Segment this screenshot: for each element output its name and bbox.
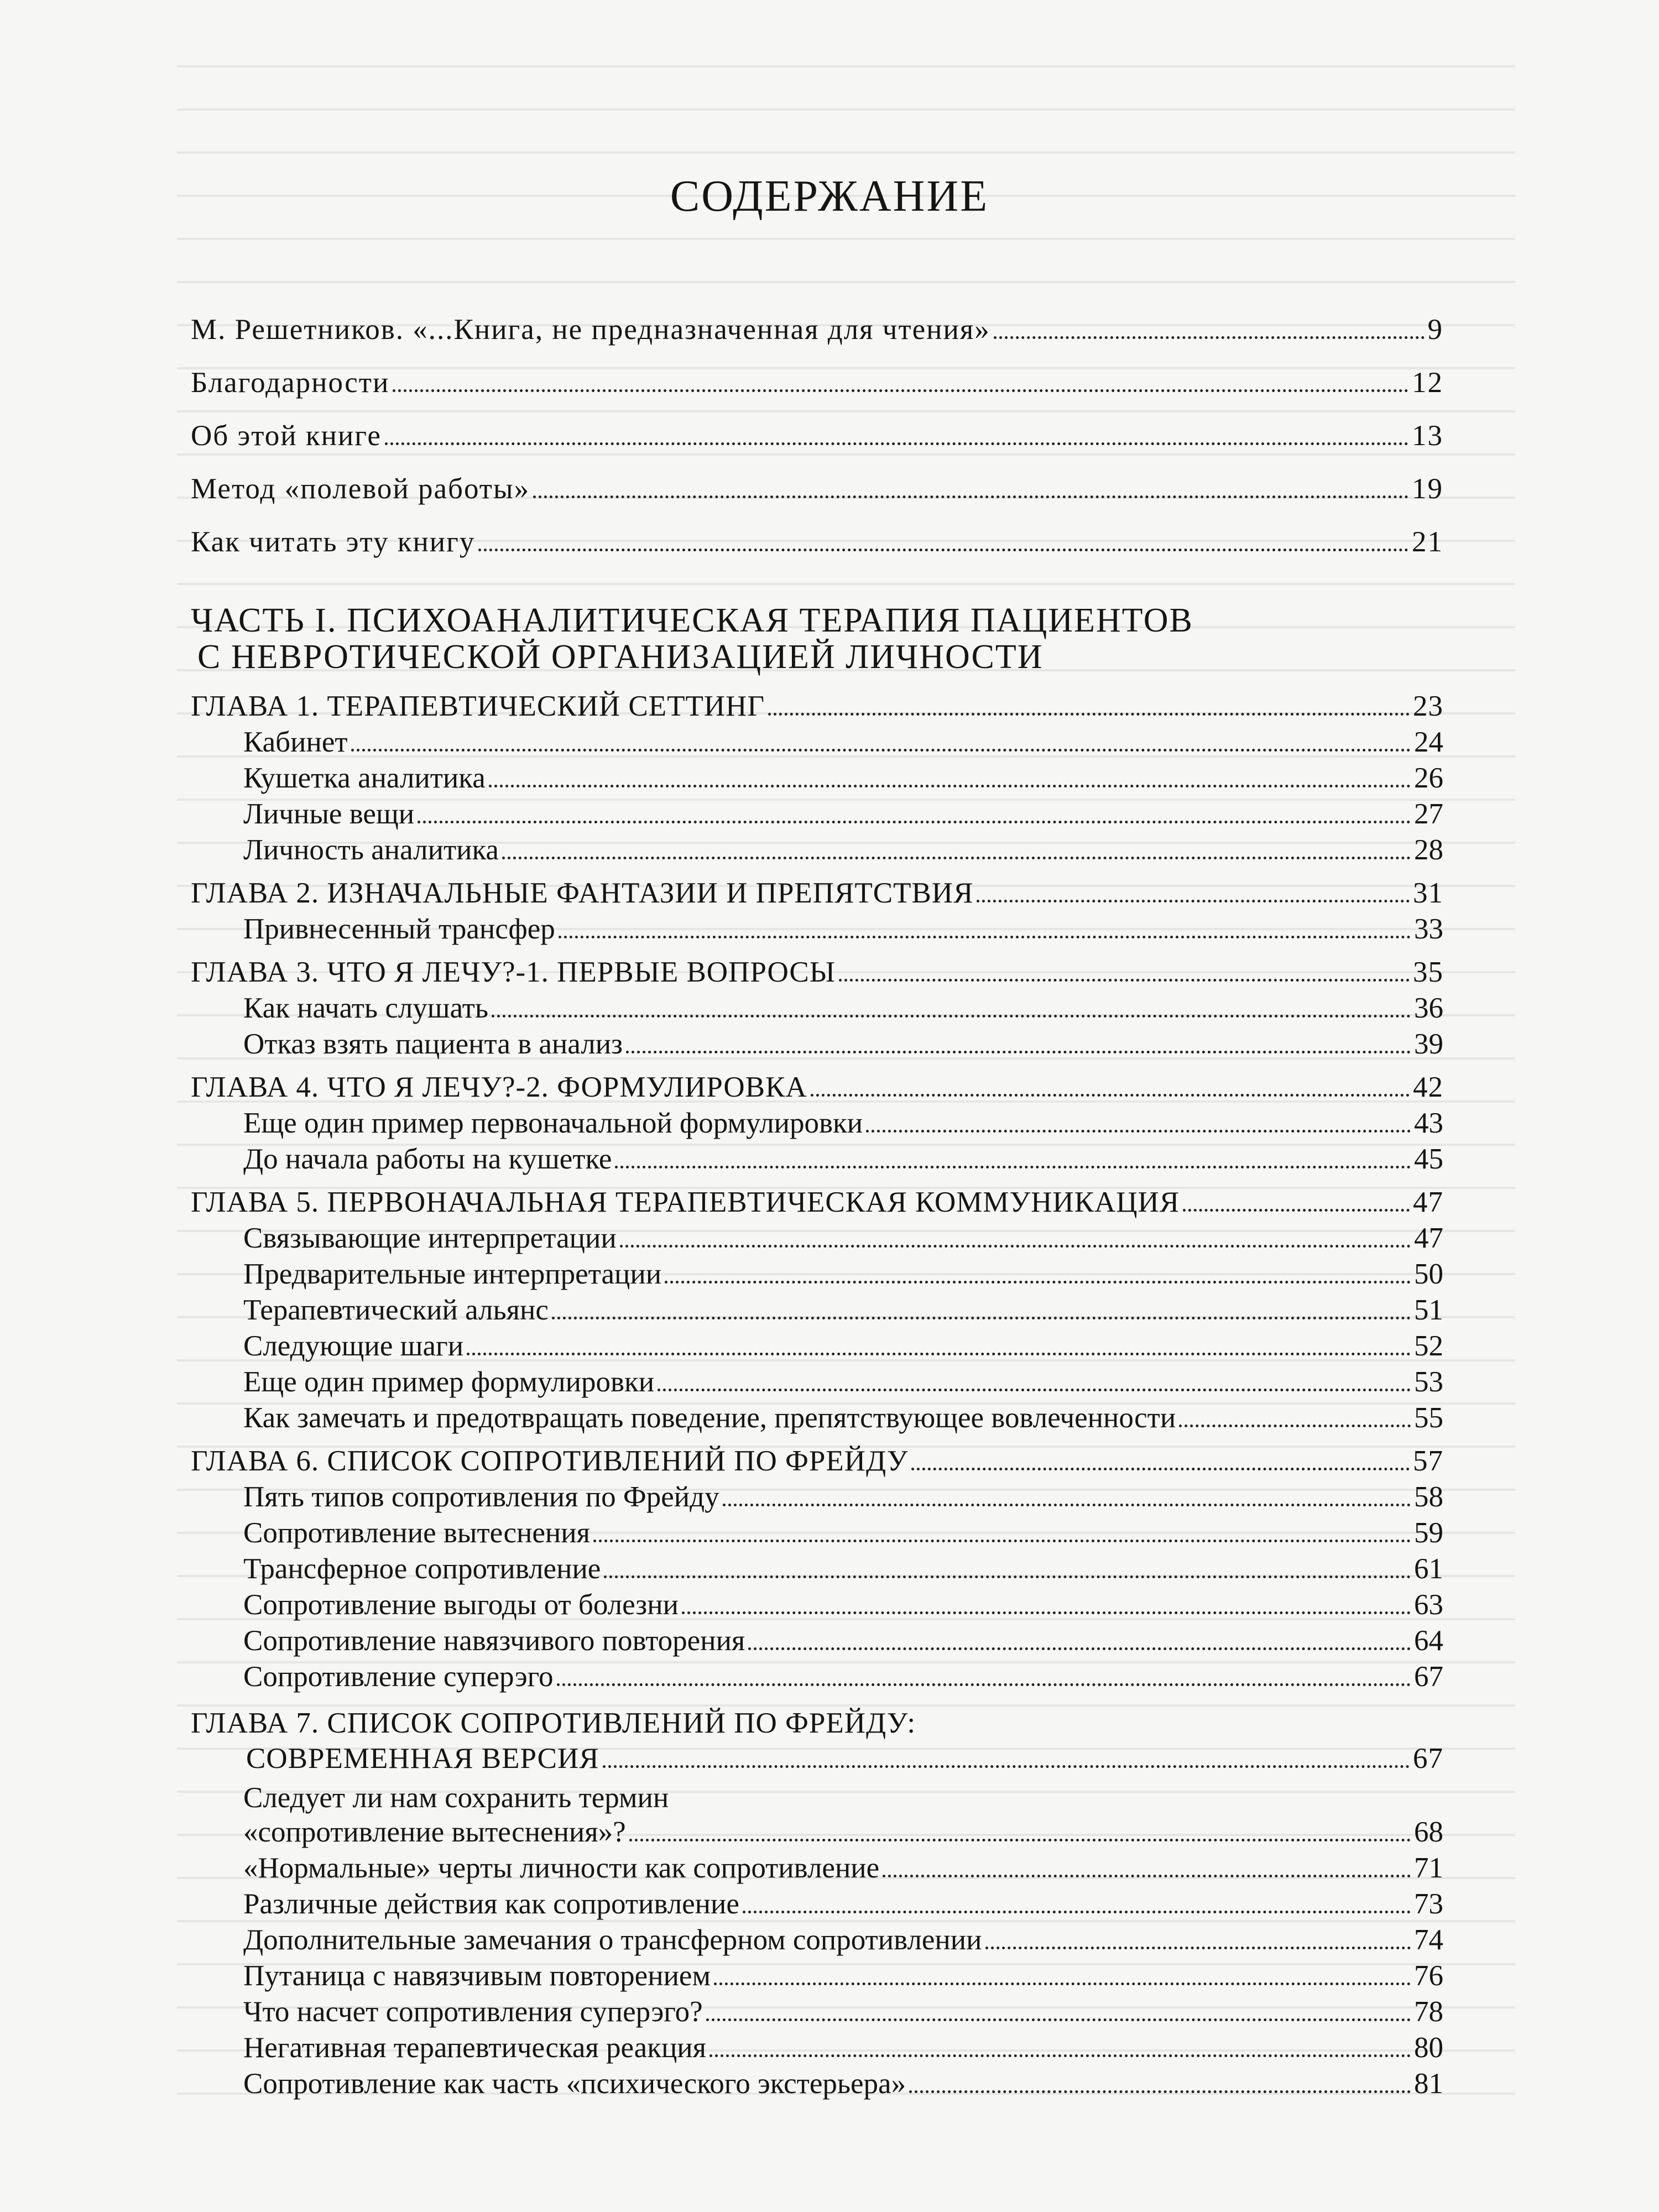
toc-section — [191, 1332, 1443, 1361]
part-heading-line-1: ЧАСТЬ I. ПСИХОАНАЛИТИЧЕСКАЯ ТЕРАПИЯ ПАЦИЕНТОВ — [191, 602, 1193, 639]
toc-entry-about-book — [191, 421, 1443, 451]
dot-leader — [629, 1839, 1411, 1841]
toc-section — [191, 2033, 1443, 2063]
toc-chapter-1 — [191, 692, 1443, 721]
dot-leader — [658, 1389, 1411, 1391]
toc-page-number: 67 — [1413, 1743, 1443, 1775]
toc-page-number: 19 — [1412, 473, 1443, 505]
toc-chapter-5 — [191, 1188, 1443, 1217]
dot-leader — [994, 336, 1425, 339]
dot-leader — [385, 442, 1408, 445]
toc-chapter-label: ГЛАВА 4. ЧТО Я ЛЕЧУ?-2. ФОРМУЛИРОВКА — [191, 1071, 807, 1103]
toc-entry-how-to-read — [191, 528, 1443, 557]
dot-leader — [866, 1130, 1411, 1133]
dot-leader — [492, 1015, 1411, 1018]
toc-section-label: Следующие шаги — [243, 1330, 464, 1362]
toc-entry-label: М. Решетников. «...Книга, не предназначенная для чтения» — [191, 314, 990, 346]
toc-page-number: 53 — [1414, 1366, 1443, 1398]
dot-leader — [706, 2018, 1411, 2021]
dot-leader — [682, 1611, 1411, 1614]
toc-section-label: Сопротивление выгоды от болезни — [243, 1589, 679, 1621]
toc-section — [191, 1662, 1443, 1692]
toc-page-number: 43 — [1414, 1107, 1443, 1139]
toc-section-label: Привнесенный трансфер — [243, 913, 555, 945]
toc-section-label: Сопротивление как часть «психического экстерьера» — [243, 2068, 906, 2100]
toc-page-number: 51 — [1414, 1294, 1443, 1326]
toc-section — [191, 836, 1443, 865]
toc-section-label: Различные действия как сопротивление — [243, 1888, 739, 1920]
toc-section — [191, 1260, 1443, 1289]
dot-leader — [533, 495, 1408, 498]
toc-section-label: Связывающие интерпретации — [243, 1222, 617, 1254]
dot-leader — [1183, 1209, 1410, 1212]
dot-leader — [603, 1765, 1410, 1768]
toc-section-label: Что насчет сопротивления суперэго? — [243, 1996, 703, 2028]
toc-section — [191, 1926, 1443, 1955]
toc-section-label: Кушетка аналитика — [243, 762, 486, 794]
dot-leader — [714, 1983, 1411, 1985]
toc-section — [191, 764, 1443, 793]
toc-section — [191, 1554, 1443, 1584]
toc-section — [191, 2069, 1443, 2099]
toc-section-label: Личность аналитика — [243, 834, 499, 866]
dot-leader — [552, 1317, 1411, 1319]
toc-section-label: Сопротивление суперэго — [243, 1661, 554, 1693]
toc-page-number: 71 — [1414, 1852, 1443, 1884]
toc-page-number: 58 — [1414, 1481, 1443, 1513]
dot-leader — [977, 900, 1410, 902]
toc-section — [191, 1890, 1443, 1919]
toc-page-number: 47 — [1414, 1222, 1443, 1254]
dot-leader — [615, 1166, 1411, 1168]
dot-leader — [839, 979, 1410, 982]
dot-leader — [557, 1683, 1411, 1686]
toc-section-label: «сопротивление вытеснения»? — [243, 1816, 626, 1848]
toc-page-number: 39 — [1414, 1028, 1443, 1060]
toc-page-number: 23 — [1413, 690, 1443, 722]
toc-section — [191, 1626, 1443, 1656]
toc-section — [191, 800, 1443, 829]
toc-section-label: Сопротивление навязчивого повторения — [243, 1625, 745, 1657]
toc-section — [191, 1961, 1443, 1991]
dot-leader — [883, 1875, 1411, 1877]
toc-section — [191, 1590, 1443, 1620]
toc-section-label: Как замечать и предотвращать поведение, препятствующее вовлеченности — [243, 1402, 1176, 1434]
toc-page-number: 47 — [1413, 1186, 1443, 1218]
dot-leader — [743, 1911, 1411, 1913]
toc-entry-field-method — [191, 474, 1443, 504]
dot-leader — [709, 2054, 1411, 2057]
dot-leader — [811, 1094, 1410, 1097]
toc-section — [191, 1109, 1443, 1138]
toc-section-label: Личные вещи — [243, 798, 415, 830]
toc-section — [191, 1519, 1443, 1548]
toc-page-number: 80 — [1414, 2032, 1443, 2064]
toc-section — [191, 1483, 1443, 1512]
toc-page-number: 57 — [1413, 1445, 1443, 1477]
toc-section-label: «Нормальные» черты личности как сопротивление — [243, 1852, 880, 1884]
toc-entry-label: Метод «полевой работы» — [191, 473, 530, 505]
toc-section — [191, 1368, 1443, 1397]
toc-section-label: До начала работы на кушетке — [243, 1143, 612, 1175]
toc-section — [191, 1296, 1443, 1325]
toc-section-label: Еще один пример первоначальной формулировки — [243, 1107, 863, 1139]
dot-leader — [626, 1051, 1411, 1053]
dot-leader — [351, 749, 1411, 752]
toc-section-label: Еще один пример формулировки — [243, 1366, 655, 1398]
toc-section-label: Сопротивление вытеснения — [243, 1517, 590, 1549]
toc-page-number: 45 — [1414, 1143, 1443, 1175]
toc-page-number: 59 — [1414, 1517, 1443, 1549]
toc-page-number: 61 — [1414, 1553, 1443, 1585]
toc-section — [191, 1404, 1443, 1433]
toc-section-label: Кабинет — [243, 726, 348, 758]
toc-page-number: 24 — [1414, 726, 1443, 758]
page-title: СОДЕРЖАНИЕ — [670, 172, 989, 221]
toc-section — [191, 1224, 1443, 1253]
toc-entry-label: Как читать эту книгу — [191, 526, 476, 558]
toc-entry-label: Благодарности — [191, 367, 390, 399]
toc-page-number: 63 — [1414, 1589, 1443, 1621]
dot-leader — [768, 713, 1410, 716]
toc-page-number: 9 — [1427, 314, 1443, 346]
toc-section — [191, 1854, 1443, 1883]
dot-leader — [502, 857, 1411, 859]
toc-chapter-3 — [191, 958, 1443, 987]
toc-chapter-label: ГЛАВА 1. ТЕРАПЕВТИЧЕСКИЙ СЕТТИНГ — [191, 690, 765, 722]
toc-page-number: 35 — [1413, 956, 1443, 988]
toc-section — [191, 1997, 1443, 2027]
toc-section-label: Путаница с навязчивым повторением — [243, 1960, 711, 1992]
toc-page-number: 78 — [1414, 1996, 1443, 2028]
toc-section-line-1: Следует ли нам сохранить термин — [243, 1782, 669, 1814]
toc-page-number: 52 — [1414, 1330, 1443, 1362]
toc-page-number: 36 — [1414, 992, 1443, 1024]
toc-page-number: 55 — [1414, 1402, 1443, 1434]
dot-leader — [985, 1947, 1411, 1949]
dot-leader — [467, 1353, 1411, 1355]
toc-chapter-label: ГЛАВА 5. ПЕРВОНАЧАЛЬНАЯ ТЕРАПЕВТИЧЕСКАЯ КОММУНИКАЦИЯ — [191, 1186, 1180, 1218]
part-heading-line-2: С НЕВРОТИЧЕСКОЙ ОРГАНИЗАЦИЕЙ ЛИЧНОСТИ — [197, 638, 1044, 676]
toc-chapter-7-line-1: ГЛАВА 7. СПИСОК СОПРОТИВЛЕНИЙ ПО ФРЕЙДУ: — [191, 1707, 916, 1739]
toc-section-label: Как начать слушать — [243, 992, 489, 1024]
dot-leader — [620, 1245, 1411, 1248]
dot-leader — [489, 785, 1411, 787]
toc-page-number: 31 — [1413, 877, 1443, 909]
dot-leader — [593, 1540, 1411, 1542]
dot-leader — [393, 389, 1408, 392]
toc-page-number: 42 — [1413, 1071, 1443, 1103]
toc-entry-foreword — [191, 315, 1443, 345]
toc-page-number: 21 — [1412, 526, 1443, 558]
toc-page-number: 76 — [1414, 1960, 1443, 1992]
toc-page-number: 73 — [1414, 1888, 1443, 1920]
toc-entry-acknowledgements — [191, 368, 1443, 398]
dot-leader — [911, 1468, 1410, 1470]
toc-chapter-4 — [191, 1073, 1443, 1102]
toc-section — [191, 915, 1443, 944]
dot-leader — [665, 1281, 1411, 1284]
toc-section — [191, 994, 1443, 1023]
dot-leader — [748, 1647, 1411, 1650]
dot-leader — [909, 2090, 1411, 2093]
toc-page-number: 12 — [1412, 367, 1443, 399]
dot-leader — [478, 549, 1408, 551]
toc-section-label: Предварительные интерпретации — [243, 1258, 662, 1290]
dot-leader — [1179, 1425, 1411, 1427]
toc-page-number: 33 — [1414, 913, 1443, 945]
toc-section — [191, 1145, 1443, 1174]
table-of-contents — [191, 315, 1443, 2099]
toc-entry-label: Об этой книге — [191, 420, 382, 452]
toc-section-label: Трансферное сопротивление — [243, 1553, 601, 1585]
toc-chapter-7 — [191, 1744, 1443, 1773]
dot-leader — [418, 821, 1411, 823]
toc-chapter-label: СОВРЕМЕННАЯ ВЕРСИЯ — [246, 1743, 599, 1775]
toc-section — [191, 1818, 1443, 1847]
toc-page-number: 13 — [1412, 420, 1443, 452]
toc-page-number: 74 — [1414, 1924, 1443, 1956]
toc-section-label: Дополнительные замечания о трансферном сопротивлении — [243, 1924, 982, 1956]
toc-page-number: 27 — [1414, 798, 1443, 830]
toc-section-label: Отказ взять пациента в анализ — [243, 1028, 623, 1060]
dot-leader — [604, 1575, 1411, 1578]
toc-page-number: 67 — [1414, 1661, 1443, 1693]
dot-leader — [723, 1504, 1411, 1506]
toc-page-number: 50 — [1414, 1258, 1443, 1290]
toc-page-number: 64 — [1414, 1625, 1443, 1657]
toc-page-number: 28 — [1414, 834, 1443, 866]
toc-chapter-6 — [191, 1447, 1443, 1476]
toc-section-label: Негативная терапевтическая реакция — [243, 2032, 707, 2064]
toc-page-number: 26 — [1414, 762, 1443, 794]
toc-section — [191, 728, 1443, 757]
toc-section-label: Терапевтический альянс — [243, 1294, 549, 1326]
toc-chapter-label: ГЛАВА 6. СПИСОК СОПРОТИВЛЕНИЙ ПО ФРЕЙДУ — [191, 1445, 909, 1477]
toc-section — [191, 1030, 1443, 1059]
toc-page-number: 81 — [1414, 2068, 1443, 2100]
dot-leader — [559, 936, 1411, 938]
toc-page-number: 68 — [1414, 1816, 1443, 1848]
toc-chapter-label: ГЛАВА 3. ЧТО Я ЛЕЧУ?-1. ПЕРВЫЕ ВОПРОСЫ — [191, 956, 836, 988]
toc-chapter-2 — [191, 879, 1443, 908]
part-heading — [191, 602, 1443, 675]
toc-section-label: Пять типов сопротивления по Фрейду — [243, 1481, 719, 1513]
toc-chapter-label: ГЛАВА 2. ИЗНАЧАЛЬНЫЕ ФАНТАЗИИ И ПРЕПЯТСТВИЯ — [191, 877, 974, 909]
